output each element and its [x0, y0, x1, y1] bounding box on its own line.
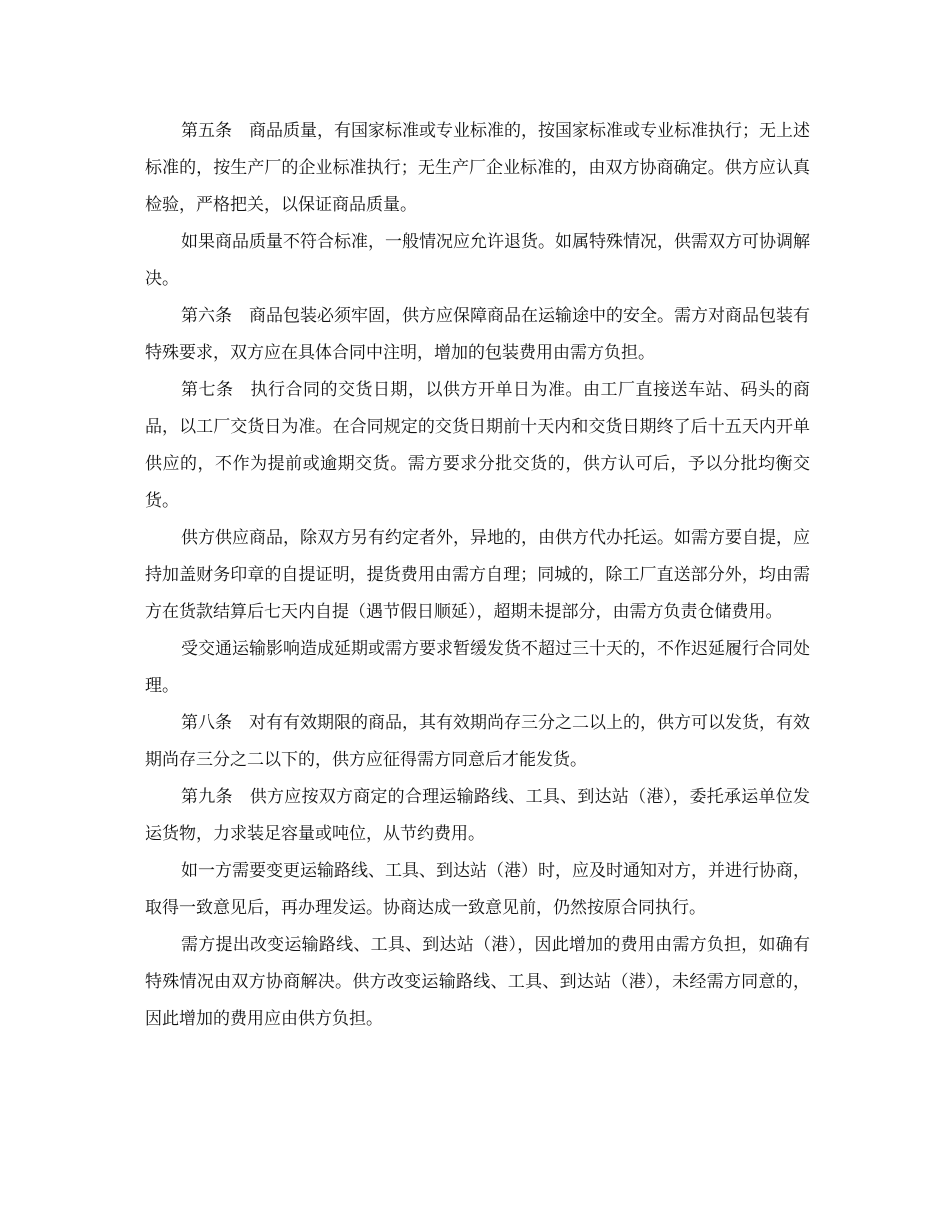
paragraph-text: 商品包装必须牢固，供方应保障商品在运输途中的安全。需方对商品包装有特殊要求，双方应在具体合同中注明，增加的包装费用由需方负担。: [145, 306, 810, 363]
paragraph-article-5: [145, 113, 810, 224]
article-number: 第八条: [181, 713, 232, 733]
paragraph-text: 受交通运输影响造成延期或需方要求暂缓发货不超过三十天的，不作迟延履行合同处理。: [145, 639, 810, 696]
article-number: 第六条: [181, 306, 232, 326]
article-number: 第九条: [181, 787, 233, 807]
paragraph-text: 需方提出改变运输路线、工具、到达站（港），因此增加的费用由需方负担，如确有特殊情况由双方协商解决。供方改变运输路线、工具、到达站（港），未经需方同意的，因此增加的费用应由供方负担。: [145, 935, 810, 1029]
document-body: [145, 113, 810, 1038]
paragraph-text: 执行合同的交货日期，以供方开单日为准。由工厂直接送车站、码头的商品，以工厂交货日为准。在合同规定的交货日期前十天内和交货日期终了后十五天内开单供应的，不作为提前或逾期交货。需方要求分批交货的，供方认可后，予以分批均衡交货。: [145, 380, 810, 511]
paragraph-article-8: [145, 705, 810, 779]
paragraph-text: 供方应按双方商定的合理运输路线、工具、到达站（港），委托承运单位发运货物，力求装足容量或吨位，从节约费用。: [145, 787, 811, 844]
paragraph-article-6: [145, 298, 810, 372]
paragraph-text: 如果商品质量不符合标准，一般情况应允许退货。如属特殊情况，供需双方可协调解决。: [145, 232, 810, 289]
paragraph-route-change: [145, 853, 810, 927]
paragraph-text: 供方供应商品，除双方另有约定者外，异地的，由供方代办托运。如需方要自提，应持加盖财务印章的自提证明，提货费用由需方自理；同城的，除工厂直送部分外，均由需方在货款结算后七天内自提（遇节假日顺延），超期未提部分，由需方负责仓储费用。: [145, 528, 810, 622]
paragraph-article-7: [145, 372, 810, 520]
paragraph-route-cost: [145, 927, 810, 1038]
paragraph-delay: [145, 631, 810, 705]
paragraph-quality-return: [145, 224, 810, 298]
paragraph-article-9: [145, 779, 810, 853]
article-number: 第七条: [181, 380, 234, 400]
paragraph-text: 如一方需要变更运输路线、工具、到达站（港）时，应及时通知对方，并进行协商，取得一致意见后，再办理发运。协商达成一致意见前，仍然按原合同执行。: [145, 861, 810, 918]
paragraph-text: 商品质量，有国家标准或专业标准的，按国家标准或专业标准执行；无上述标准的，按生产厂的企业标准执行；无生产厂企业标准的，由双方协商确定。供方应认真检验，严格把关，以保证商品质量。: [145, 121, 810, 215]
article-number: 第五条: [181, 121, 232, 141]
paragraph-text: 对有有效期限的商品，其有效期尚存三分之二以上的，供方可以发货，有效期尚存三分之二以下的，供方应征得需方同意后才能发货。: [145, 713, 810, 770]
paragraph-delivery-method: [145, 520, 810, 631]
